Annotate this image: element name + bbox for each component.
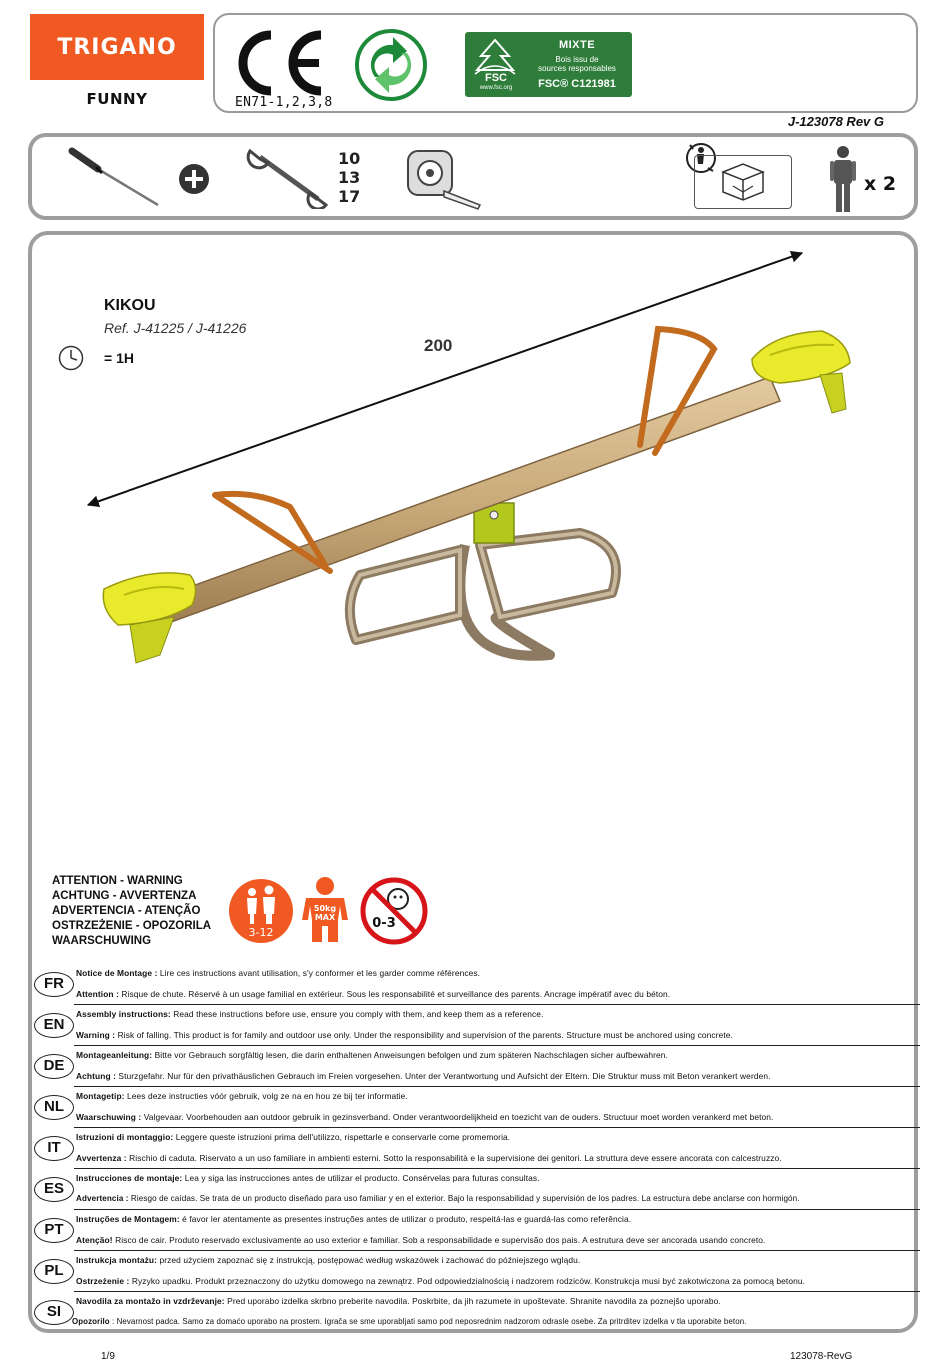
warning-label: Avvertenza : — [76, 1153, 127, 1163]
warning-line: ACHTUNG - AVVERTENZA — [52, 890, 197, 902]
instruction-line — [76, 1009, 543, 1019]
instruction-text: Pred uporabo izdelka skrbno preberite navodila. Poskrbite, da jih razumete in upoštevate. Shranite navodila za poznejšo uporabo. — [224, 1296, 721, 1306]
base-frame-inner — [350, 533, 616, 640]
warning-line: ATTENTION - WARNING — [52, 875, 183, 887]
cardboard-box-icon — [719, 160, 767, 204]
max-weight-text: 50kg — [313, 904, 337, 913]
forbidden-age-icon — [358, 877, 430, 945]
warning-line — [76, 1276, 805, 1286]
product-title: KIKOU — [104, 297, 156, 314]
instruction-line — [76, 968, 480, 978]
instruction-text: Leggere queste istruzioni prima dell'utilizzo, rispettarle e conservarle come promemoria. — [173, 1132, 511, 1142]
instruction-text: przed użyciem zapoznać się z instrukcją, postępować według wskazówek i zachować do późniejszego wglądu. — [157, 1255, 581, 1265]
language-row-fr — [34, 966, 916, 1007]
warning-text-line: Riesgo de caídas. Se trata de un producto diseñado para uso familiar y en el exterior. Bajo la responsabilidad y supervisión de los padres. La estructura debe anclarse con hormigón. — [128, 1194, 800, 1203]
warning-text-line: : Nevarnost padca. Samo za domaćo uporabo na prostem. Igrača se sme uporabljati samo pod neposrednim nadzorom odrasle osebe. Za pritrditev izdelka v tla uporabite beton. — [109, 1317, 747, 1326]
divider — [74, 1209, 920, 1210]
brand-name: TRIGANO — [57, 34, 177, 60]
instruction-line — [76, 1296, 721, 1306]
divider — [74, 1045, 920, 1046]
language-row-nl — [34, 1089, 916, 1130]
certification-box — [213, 13, 918, 113]
person-icon — [830, 145, 856, 213]
language-code: SI — [34, 1300, 74, 1325]
instruction-line — [76, 1255, 580, 1265]
assembly-time: = 1H — [104, 350, 134, 366]
instruction-label: Instruções de Montagem: — [76, 1214, 180, 1224]
warning-text-line: Rischio di caduta. Riservato a un uso familiare in ambienti esterni. Sotto la responsabilità e la supervisione dei genitori. La struttura deve essere ancorata con calcestruzzo. — [126, 1153, 782, 1163]
warning-line — [76, 1194, 800, 1203]
language-row-pt — [34, 1212, 916, 1253]
fsc-code: FSC® C121981 — [538, 78, 616, 90]
fsc-source-line2: sources responsables — [538, 64, 616, 73]
warning-line — [76, 1030, 733, 1040]
instruction-label: Instrukcja montażu: — [76, 1255, 158, 1265]
warning-text-line: Sturzgefahr. Nur für den privathäuslichen Gebrauch im Freien vorgesehen. Unter der Verantwortung und Aufsicht der Eltern. Die Struktur muss mit Beton verankert werden. — [115, 1071, 771, 1081]
divider — [74, 1291, 920, 1292]
dimension-label: 200 — [424, 336, 453, 355]
warning-text-line: Risco de cair. Produto reservado exclusivamente ao uso exterior e familiar. Sob a responsabilidade e supervisão dos pais. A estrutura deve ser ancorada usando concreto. — [112, 1235, 766, 1245]
language-row-de — [34, 1048, 916, 1089]
instruction-text: Bitte vor Gebrauch sorgfältig lesen, die darin enthaltenen Anweisungen befolgen und zum späteren Nachschlagen sicher aufbewahren. — [152, 1050, 668, 1060]
wrench-size-13: 13 — [338, 168, 361, 187]
language-code: EN — [34, 1013, 74, 1038]
product-ref: Ref. J-41225 / J-41226 — [104, 320, 247, 336]
instruction-text: Read these instructions before use, ensure you comply with them, and keep them as a reference. — [170, 1009, 544, 1019]
instruction-label: Instrucciones de montaje: — [76, 1173, 183, 1183]
ce-norm: EN71-1,2,3,8 — [235, 95, 333, 110]
instruction-label: Notice de Montage : — [76, 968, 158, 978]
divider — [74, 1004, 920, 1005]
warning-line: OSTRZEŻENIE - OPOZORILA — [52, 920, 212, 932]
language-row-it — [34, 1130, 916, 1171]
language-code: PT — [34, 1218, 74, 1243]
warning-line: WAARSCHUWING — [52, 935, 152, 947]
plus-icon — [178, 163, 210, 195]
warning-label: Opozorilo — [72, 1317, 110, 1326]
footer-reference: 123078-RevG — [790, 1351, 853, 1362]
fsc-source — [525, 55, 629, 73]
language-row-si — [34, 1294, 916, 1335]
seesaw-illustration — [80, 245, 870, 675]
document-reference: J-123078 Rev G — [787, 114, 884, 129]
instruction-label: Montagetip: — [76, 1091, 125, 1101]
language-code: DE — [34, 1054, 74, 1079]
tools-box — [28, 133, 918, 220]
warning-label: Ostrzeżenie : — [76, 1276, 130, 1286]
warning-text-line: Risque de chute. Réservé à un usage familial en extérieur. Sous les responsabilité et surveillance des parents. Ancrage impératif avec du béton. — [118, 989, 671, 999]
brand-logo — [30, 14, 204, 80]
divider — [74, 1127, 920, 1128]
instruction-text: é favor ler atentamente as presentes instruções antes de utilizar o produto, respeitá-las e guardá-las como referência. — [179, 1214, 632, 1224]
ce-mark-icon — [231, 27, 329, 99]
max-weight-icon — [300, 876, 350, 944]
age-range-icon — [228, 878, 294, 944]
warning-line — [76, 989, 670, 999]
model-name: FUNNY — [86, 90, 148, 108]
wrench-sizes — [338, 149, 360, 206]
screwdriver-icon — [68, 147, 164, 209]
instruction-text: Lire ces instructions avant utilisation, s'y conformer et les garder comme références. — [157, 968, 481, 978]
instruction-label: Montageanleitung: — [76, 1050, 153, 1060]
fsc-label — [465, 32, 632, 97]
wrench-size-17: 17 — [338, 187, 361, 206]
fsc-source-line1: Bois issu de — [555, 55, 599, 64]
language-row-en — [34, 1007, 916, 1048]
warning-line — [76, 1112, 773, 1122]
instruction-label: Istruzioni di montaggio: — [76, 1132, 174, 1142]
cardboard-box-frame — [694, 155, 792, 209]
instruction-text: Lea y siga las instrucciones antes de utilizar el producto. Consérvelas para futuras consultas. — [182, 1173, 540, 1183]
instruction-line — [76, 1091, 408, 1101]
age-range-text: 3-12 — [248, 926, 274, 939]
warning-label: Atenção! — [76, 1235, 113, 1245]
fsc-website: www.fsc.org — [479, 85, 513, 91]
warning-label: Waarschuwing : — [76, 1112, 142, 1122]
forbidden-age-text: 0-3 — [372, 916, 396, 931]
people-count: x 2 — [864, 173, 897, 195]
warning-text-line: Risk of falling. This product is for family and outdoor use only. Under the responsibility and supervision of the parents. Structure must be anchored using concrete. — [115, 1030, 733, 1040]
warning-line — [76, 1153, 782, 1163]
green-dot-icon — [353, 27, 429, 103]
instruction-label: Assembly instructions: — [76, 1009, 171, 1019]
fsc-text: FSC — [485, 72, 507, 84]
fsc-mixte: MIXTE — [558, 39, 596, 51]
warning-label: Achtung : — [76, 1071, 116, 1081]
instruction-text: Lees deze instructies vóór gebruik, volg ze na en hou ze bij ter informatie. — [124, 1091, 408, 1101]
warning-text-line: Ryzyko upadku. Produkt przeznaczony do użytku domowego na zewnątrz. Pod odpowiedzialnością i nadzorem rodziców. Konstrukcja musi być zakotwiczona za pomocą betonu. — [129, 1276, 806, 1286]
language-code: IT — [34, 1136, 74, 1161]
language-row-pl — [34, 1253, 916, 1294]
language-code: ES — [34, 1177, 74, 1202]
divider — [74, 1086, 920, 1087]
page-number: 1/9 — [101, 1351, 115, 1362]
warning-label: Advertencia : — [76, 1194, 129, 1203]
warning-line: ADVERTENCIA - ATENÇÃO — [52, 905, 201, 917]
warning-line — [72, 1317, 746, 1326]
language-code: PL — [34, 1259, 74, 1284]
warning-text — [52, 874, 211, 949]
language-code: NL — [34, 1095, 74, 1120]
language-row-es — [34, 1171, 916, 1212]
wrench-size-10: 10 — [338, 149, 361, 168]
divider — [74, 1168, 920, 1169]
warning-label: Attention : — [76, 989, 119, 999]
warning-text-line: Valgevaar. Voorbehouden aan outdoor gebruik in gezinsverband. Onder verantwoordelijkheid en toezicht van de ouders. Structuur moet worden verankerd met beton. — [141, 1112, 774, 1122]
instruction-label: Navodila za montažo in vzdrževanje: — [76, 1296, 225, 1306]
divider — [74, 1250, 920, 1251]
instruction-line — [76, 1173, 540, 1183]
instruction-line — [76, 1214, 631, 1224]
wrench-icon — [246, 147, 330, 209]
max-label-text: MAX — [314, 913, 336, 922]
warning-line — [76, 1235, 765, 1245]
instruction-line — [76, 1050, 668, 1060]
warning-line — [76, 1071, 771, 1081]
tape-measure-icon — [404, 147, 484, 211]
instruction-line — [76, 1132, 510, 1142]
warning-label: Warning : — [76, 1030, 116, 1040]
language-code: FR — [34, 972, 74, 997]
